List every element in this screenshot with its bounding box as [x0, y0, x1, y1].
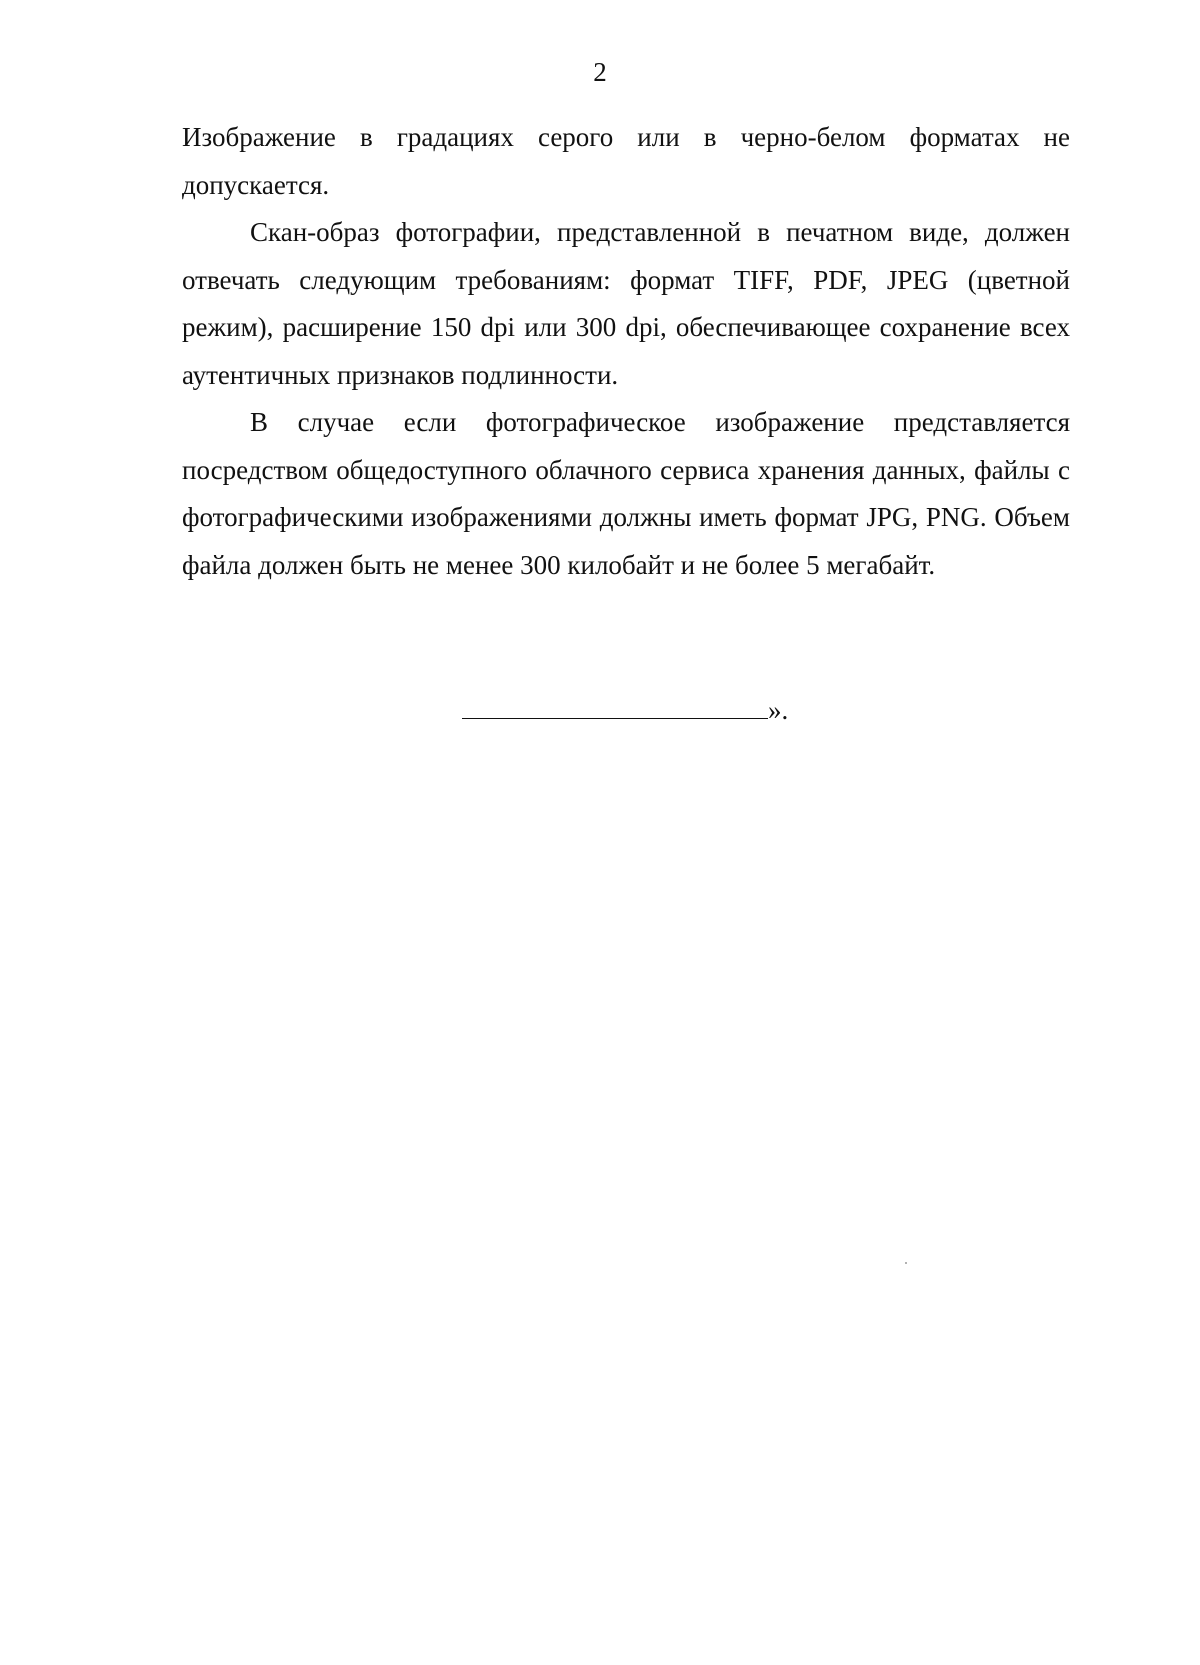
separator-line: [462, 698, 768, 719]
paragraph-grayscale-note: Изображение в градациях серого или в черно-белом форматах не допускается.: [182, 122, 1070, 200]
paragraph-cloud-storage: В случае если фотографическое изображение представляется посредством общедоступного облачного сервиса хранения данных, файлы с фотографическими изображениями должны иметь формат JPG, PNG. Объем файла должен быть не менее 300 килобайт и не более 5 мегабайт.: [182, 407, 1070, 580]
page-number: 2: [593, 57, 607, 87]
closing-separator: [462, 692, 788, 728]
closing-quote-mark: ».: [768, 695, 789, 725]
document-body: [182, 114, 1070, 589]
paragraph-scan-requirements: Скан-образ фотографии, представленной в печатном виде, должен отвечать следующим требованиям: формат TIFF, PDF, JPEG (цветной режим), расширение 150 dpi или 300 dpi, обеспечивающее сохранение всех аутентичных признаков подлинности.: [182, 217, 1070, 390]
scan-speck: [905, 1262, 907, 1264]
